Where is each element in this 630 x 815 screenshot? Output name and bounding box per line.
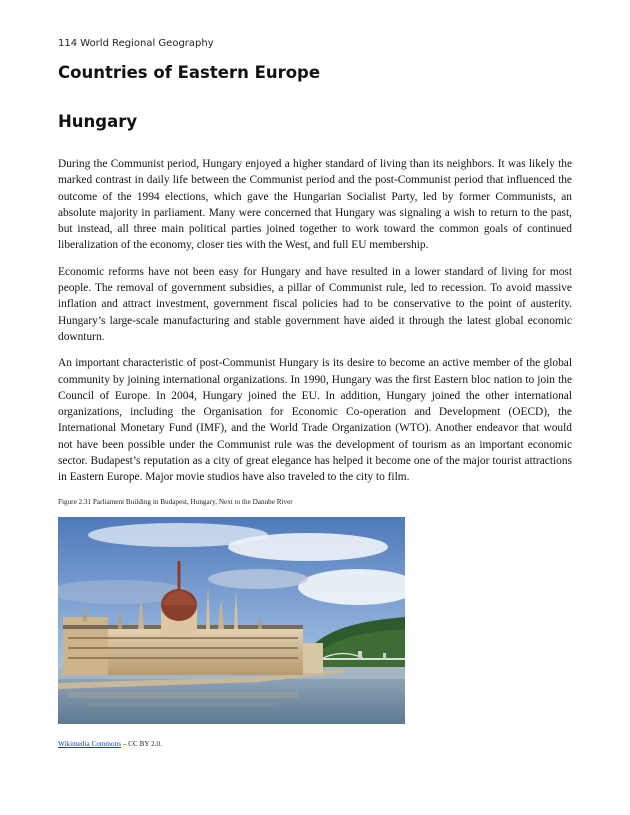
parliament-photo	[58, 517, 405, 724]
figure-credit	[58, 739, 572, 749]
body-text	[58, 156, 572, 486]
credit-link[interactable]: Wikimedia Commons	[58, 739, 121, 748]
figure-caption: Figure 2.31 Parliament Building in Budapest, Hungary, Next to the Danube River	[58, 497, 293, 506]
paragraph: Economic reforms have not been easy for Hungary and have resulted in a lower standard of living for most people. The removal of government subsidies, a pillar of Communist rule, led to recession. To avoid massive inflation and attract investment, government fiscal policies had to be conservative to the point of austerity. Hungary’s large-scale manufacturing and stable government have aided it through the latest global economic downturn.	[58, 265, 572, 343]
running-head: 114 World Regional Geography	[58, 38, 214, 49]
page	[58, 36, 572, 749]
credit-license: – CC BY 2.0.	[121, 739, 162, 748]
paragraph: An important characteristic of post-Communist Hungary is its desire to become an active member of the global community by joining international organizations. In 1990, Hungary was the first Eastern bloc nation to join the Council of Europe. In 2004, Hungary joined the EU. In addition, Hungary joined the other international organizations, including the Organisation for Economic Co-operation and Development (OECD), the International Monetary Fund (IMF), and the World Trade Organization (WTO). Another endeavor that would not have been possible under the Communist rule was the development of tourism as an important economic sector. Budapest’s reputation as a city of great elegance has helped it become one of the major tourist attractions in Eastern Europe. Major movie studios have also traveled to the city to film.	[58, 357, 572, 484]
section-title: Hungary	[58, 112, 138, 131]
paragraph: During the Communist period, Hungary enjoyed a higher standard of living than its neighbors. It was likely the marked contrast in daily life between the Communist period and the post-Communist period that influenced the outcome of the 1994 elections, which gave the Hungarian Socialist Party, led by former Communists, an absolute majority in parliament. Many were concerned that Hungary was signaling a wish to return to the past, but instead, all three main political parties joined together to work toward the common goals of continued liberalization of the economy, closer ties with the West, and full EU membership.	[58, 158, 572, 252]
chapter-title: Countries of Eastern Europe	[58, 63, 321, 82]
